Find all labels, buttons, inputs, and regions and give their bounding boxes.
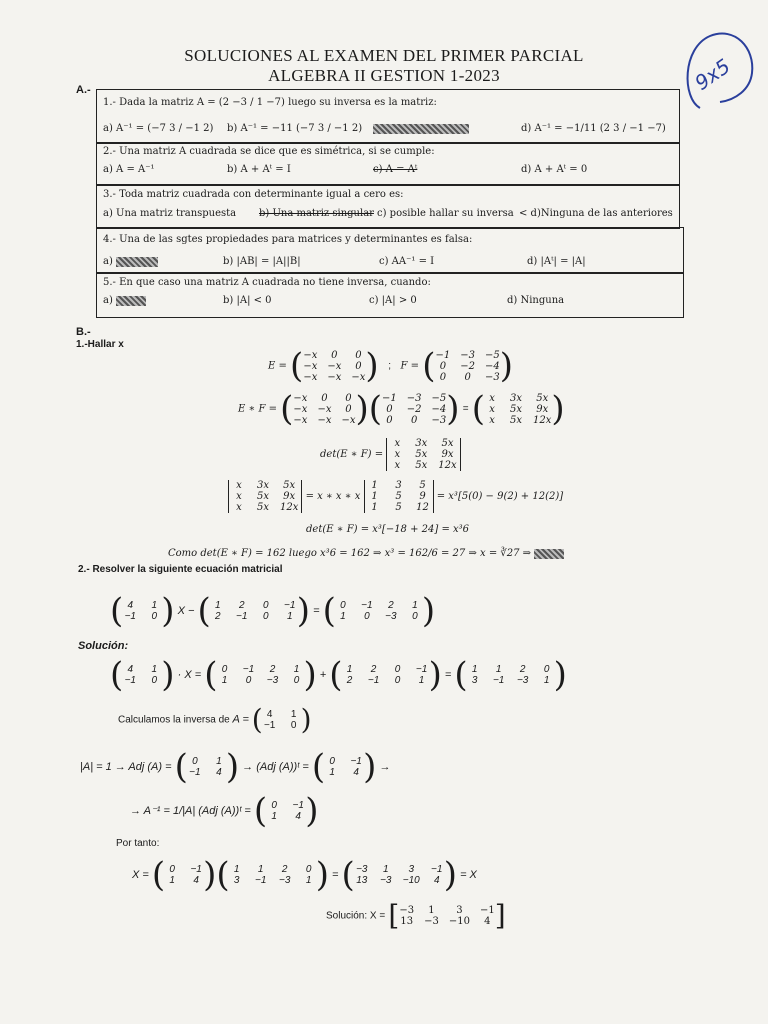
matrix-cell: −1 — [350, 756, 362, 767]
matrix-cell: 0 — [412, 611, 418, 622]
matrix-a-inverse-target — [263, 709, 301, 731]
matrix-f-copy — [382, 393, 446, 426]
matrix-cell: 3x — [256, 480, 269, 491]
inverse-text: Calculamos la inversa de — [118, 714, 230, 726]
por-tanto: Por tanto: — [116, 838, 160, 849]
matrix-cell: −1 — [435, 349, 451, 361]
final-answer-crossed — [534, 549, 564, 559]
matrix-cell: 0 — [290, 720, 297, 731]
matrix-cell: −1 — [254, 875, 267, 886]
matrix-m1-copy — [343, 664, 429, 686]
matrix-a — [123, 600, 161, 622]
grade-stamp — [680, 28, 758, 112]
q1-option-d: d) A⁻¹ = −1/11 (2 3 / −1 −7) — [521, 123, 666, 134]
a-equals: A = — [232, 713, 249, 726]
equals-2: = — [444, 668, 452, 681]
q4-option-c: c) AA⁻¹ = I — [379, 256, 435, 267]
matrix-cell: −5 — [431, 392, 447, 404]
matrix-cell: −10 — [448, 916, 470, 927]
matrix-cell: 12x — [533, 414, 552, 426]
matrix-cell: 4 — [266, 709, 273, 720]
matrix-ef — [485, 393, 551, 426]
matrix-cell: 9x — [536, 403, 549, 415]
matrix-cell: −x — [327, 360, 342, 372]
matrix-cell: 0 — [345, 403, 352, 415]
q4-option-a — [103, 256, 158, 267]
problem-1-title: 1.-Hallar x — [76, 339, 124, 350]
matrix-cell: 1 — [293, 664, 300, 675]
matrix-cell: 1 — [383, 864, 389, 875]
matrix-cell: 0 — [386, 414, 393, 426]
matrix-cell: 5x — [441, 438, 454, 449]
exam-title-line1: SOLUCIONES AL EXAMEN DEL PRIMER PARCIAL — [184, 46, 584, 65]
matrix-f — [436, 350, 500, 383]
matrix-cell: −2 — [406, 403, 422, 415]
matrix-cell: −3 — [266, 675, 279, 686]
exam-title-line2: ALGEBRA II GESTION 1-2023 — [268, 66, 500, 85]
matrix-cell: 1 — [412, 600, 418, 611]
matrix-cell: −1 — [263, 720, 276, 731]
matrix-final — [399, 905, 494, 927]
matrix-cell: 0 — [410, 414, 418, 426]
arrow-1: → — [242, 760, 254, 773]
matrix-cell: −x — [293, 392, 308, 404]
matrix-cell: x — [489, 414, 495, 426]
matrix-cell: −x — [317, 414, 332, 426]
q1-option-b: b) A⁻¹ = −11 (−7 3 / −1 2) — [227, 123, 363, 134]
matrix-e — [303, 350, 365, 383]
factor-xxx: = x ∗ x ∗ x — [305, 491, 361, 502]
matrix-cell: 1 — [151, 600, 158, 611]
matrix-cell: 9 — [419, 491, 426, 502]
matrix-cell: −x — [293, 414, 308, 426]
matrix-cell: x — [236, 502, 242, 513]
matrix-cell: 0 — [386, 403, 393, 415]
conclusion-line — [168, 548, 564, 559]
matrix-cell: 0 — [543, 664, 550, 675]
det-matrix-ones — [368, 480, 430, 513]
matrix-cell: −1 — [492, 675, 505, 686]
question-2-box — [96, 142, 680, 186]
inverse-formula: → A⁻¹ = 1/|A| (Adj (A))ᵗ = — [130, 804, 251, 817]
e-times-f-product: E ∗ F = ( −x 0 0 −x −x 0 −x −x −x )( −1 −3 −5 0 −2 −4 0 0 −3 ) = ( x 3x 5x x 5x 9x x 5x 12x ) — [238, 389, 565, 429]
q3-option-b: b) Una matriz singular — [259, 208, 374, 219]
matrix-cell: −3 — [385, 611, 397, 622]
matrix-cell: −x — [317, 403, 332, 415]
matrix-cell: −3 — [431, 414, 447, 426]
x-equals: X = — [132, 868, 149, 881]
matrix-cell: 1 — [233, 864, 240, 875]
matrix-cell: −3 — [424, 916, 439, 927]
q4-option-a-crossed — [116, 257, 158, 267]
matrix-cell: x — [236, 480, 242, 491]
matrix-cell: x — [394, 460, 401, 471]
matrix-cell: 1 — [221, 675, 228, 686]
grade-text: 9x5 — [690, 53, 735, 95]
det-factorization — [228, 480, 563, 513]
matrix-cell: 0 — [439, 360, 447, 372]
matrix-e-copy — [293, 393, 355, 426]
matrix-cell: 0 — [464, 371, 471, 383]
question-4-text: 4.- Una de las sgtes propiedades para matrices y determinantes es falsa: — [103, 234, 473, 245]
e-label: E = — [268, 360, 287, 372]
matrix-cell: 0 — [221, 664, 228, 675]
matrix-cell: 3x — [415, 438, 428, 449]
ef-label: E ∗ F = — [238, 403, 277, 415]
q4-option-a-label: a) — [103, 256, 113, 267]
matrix-cell: 1 — [257, 864, 264, 875]
matrix-cell: 13 — [400, 916, 414, 927]
matrix-cell: 1 — [371, 491, 378, 502]
matrix-cell: x — [236, 491, 242, 502]
matrix-m2-copy — [217, 664, 303, 686]
matrix-cell: 0 — [271, 800, 277, 811]
question-5-text: 5.- En que caso una matriz A cuadrada no tiene inversa, cuando: — [103, 277, 431, 288]
matrix-cell: −1 — [284, 600, 296, 611]
arrow-2: → — [379, 760, 391, 773]
question-2-text: 2.- Una matriz A cuadrada se dice que es simétrica, si se cumple: — [103, 146, 435, 157]
matrix-cell: 2 — [519, 664, 526, 675]
matrix-cell: −1 — [124, 611, 136, 622]
final-solution-label: Solución: X = — [326, 910, 386, 922]
matrix-cell: 5x — [415, 460, 428, 471]
matrix-cell: −1 — [367, 675, 380, 686]
matrix-cell: −3 — [399, 905, 415, 916]
matrix-cell: 0 — [355, 360, 362, 372]
matrix-cell: −1 — [479, 905, 495, 916]
matrix-cell: −4 — [485, 360, 500, 372]
q2-option-b: b) A + Aᵗ = I — [227, 164, 291, 175]
matrix-cell: 2 — [214, 611, 221, 622]
matrix-cell: 2 — [388, 600, 394, 611]
matrix-cell: 1 — [471, 664, 478, 675]
matrix-cell: −10 — [402, 875, 420, 886]
question-4-box — [96, 227, 684, 274]
question-5-box — [96, 272, 684, 318]
matrix-cell: 0 — [364, 611, 370, 622]
separator: ; — [388, 360, 391, 372]
matrix-cell: 1 — [371, 502, 378, 513]
matrix-equation: ( 4 1 −1 0 ) X − ( 1 2 0 −1 2 −1 0 1 ) = ( 0 −1 2 1 1 0 −3 0 ) — [110, 591, 436, 631]
matrix-cell: 12 — [416, 502, 429, 513]
matrix-cell: 12x — [280, 502, 299, 513]
matrix-cell: 12x — [438, 460, 457, 471]
matrix-cell: 4 — [127, 664, 134, 675]
matrix-cell: 0 — [293, 675, 300, 686]
e-f-definition: E = ( −x 0 0 −x −x 0 −x −x −x ) ; F = ( −1 −3 −5 0 −2 −4 0 0 −3 ) — [268, 346, 514, 386]
matrix-cell: −3 — [356, 864, 368, 875]
question-3-text: 3.- Toda matriz cuadrada con determinante igual a cero es: — [103, 189, 404, 200]
matrix-cell: 1 — [329, 767, 335, 778]
matrix-cell: 5x — [283, 480, 296, 491]
matrix-cell: −5 — [485, 349, 500, 361]
q5-option-d: d) Ninguna — [507, 295, 565, 306]
adjugate-line: |A| = 1 → Adj (A) = ( 0 1 −1 4 ) → (Adj (A))ᵗ = ( 0 −1 1 4 ) → — [80, 747, 391, 787]
matrix-cell: 1 — [340, 611, 346, 622]
matrix-cell: −1 — [415, 664, 428, 675]
matrix-cell: 0 — [394, 664, 401, 675]
section-a-label: A.- — [76, 84, 91, 96]
plus-sign: + — [319, 668, 327, 681]
matrix-cell: 0 — [345, 392, 352, 404]
final-solution: Solución: X = [ −3 1 3 −1 13 −3 −10 4 ] — [326, 899, 506, 932]
matrix-cell: −1 — [382, 392, 397, 404]
matrix-cell: −x — [303, 360, 318, 372]
matrix-cell: x — [394, 438, 401, 449]
rearranged-equation: ( 4 1 −1 0 ) · X = ( 0 −1 2 1 1 0 −3 0 ) + ( 1 2 0 −1 2 −1 0 1 ) = ( 1 1 2 0 3 −1 −3 1 ) — [110, 655, 567, 695]
matrix-cell: 1 — [216, 756, 222, 767]
conclusion-text: Como det(E ∗ F) = 162 luego x³6 = 162 ⇒ x³ = 162/6 = 27 ⇒ x = ∛27 ⇒ — [168, 548, 532, 559]
matrix-cell: 0 — [262, 600, 269, 611]
dot-x-equals: · X = — [177, 668, 202, 681]
matrix-cell: 0 — [329, 756, 335, 767]
matrix-a-inverse-copy — [165, 864, 203, 886]
q3-option-a: a) Una matriz transpuesta — [103, 208, 237, 219]
q3-option-d: < d)Ninguna de las anteriores — [519, 208, 673, 219]
det-ef-line — [320, 438, 461, 471]
matrix-cell: 0 — [245, 675, 252, 686]
q3-option-c: c) posible hallar su inversa — [377, 208, 514, 219]
matrix-cell: −1 — [124, 675, 136, 686]
matrix-cell: 5x — [536, 392, 549, 404]
matrix-cell: 1 — [151, 664, 158, 675]
matrix-cell: 2 — [238, 600, 245, 611]
matrix-cell: 4 — [216, 767, 222, 778]
matrix-cell: 3x — [510, 392, 523, 404]
matrix-cell: 1 — [418, 675, 425, 686]
matrix-cell: 5 — [395, 502, 402, 513]
question-1-text: 1.- Dada la matriz A = (2 −3 / 1 −7) luego su inversa es la matriz: — [103, 97, 437, 108]
matrix-cell: 13 — [356, 875, 368, 886]
matrix-adj-transpose — [325, 756, 363, 778]
matrix-cell: −2 — [460, 360, 475, 372]
matrix-cell: −1 — [242, 664, 255, 675]
matrix-x-result — [355, 864, 444, 886]
det-result: det(E ∗ F) = x³[−18 + 24] = x³6 — [306, 524, 470, 535]
matrix-cell: 1 — [543, 675, 550, 686]
matrix-cell: 9x — [283, 491, 296, 502]
equals-x: = X — [460, 868, 477, 881]
det-matrix-ef-repeat — [232, 480, 298, 513]
question-1-box — [96, 89, 680, 144]
inverse-intro: Calculamos la inversa de A = ( 4 1 −1 0 ) — [118, 703, 312, 736]
matrix-cell: −1 — [361, 600, 373, 611]
equals-1: = — [313, 604, 320, 617]
inverse-line: → A⁻¹ = 1/|A| (Adj (A))ᵗ = ( 0 −1 1 4 ) — [130, 791, 319, 831]
matrix-cell: 1 — [346, 664, 353, 675]
matrix-cell: −x — [303, 371, 318, 383]
expansion: = x³[5(0) − 9(2) + 12(2)] — [436, 491, 564, 502]
matrix-cell: −1 — [292, 800, 304, 811]
q5-option-a-label: a) — [103, 295, 113, 306]
matrix-cell: 3 — [408, 864, 415, 875]
q4-option-d: d) |Aᵗ| = |A| — [527, 256, 586, 267]
matrix-cell: 1 — [271, 811, 277, 822]
matrix-cell: 0 — [305, 864, 312, 875]
matrix-cell: 3 — [471, 675, 478, 686]
matrix-a-inverse — [267, 800, 305, 822]
problem-2-title: 2.- Resolver la siguiente ecuación matricial — [78, 564, 283, 575]
q2-option-a: a) A = A⁻¹ — [103, 164, 155, 175]
matrix-cell: 2 — [269, 664, 276, 675]
matrix-cell: 1 — [371, 480, 378, 491]
x-minus: X − — [177, 604, 195, 617]
det-label: det(E ∗ F) = — [320, 449, 384, 460]
matrix-cell: 0 — [394, 675, 401, 686]
matrix-cell: 0 — [151, 611, 158, 622]
matrix-sum-copy — [230, 864, 316, 886]
matrix-cell: 5x — [510, 403, 523, 415]
adj-transpose-label: (Adj (A))ᵗ = — [256, 760, 309, 773]
matrix-cell: −x — [303, 349, 318, 361]
matrix-cell: 9x — [441, 449, 454, 460]
q1-option-a: a) A⁻¹ = (−7 3 / −1 2) — [103, 123, 214, 134]
matrix-cell: 4 — [127, 600, 134, 611]
matrix-cell: −3 — [278, 875, 291, 886]
matrix-cell: 5 — [419, 480, 426, 491]
matrix-cell: −3 — [406, 392, 422, 404]
matrix-cell: 2 — [281, 864, 288, 875]
matrix-cell: 3 — [395, 480, 402, 491]
matrix-sum — [468, 664, 554, 686]
matrix-cell: 5x — [256, 491, 269, 502]
matrix-m1 — [211, 600, 297, 622]
matrix-cell: 0 — [262, 611, 269, 622]
matrix-cell: −3 — [485, 371, 500, 383]
matrix-cell: 0 — [331, 349, 338, 361]
matrix-cell: 1 — [169, 875, 175, 886]
matrix-cell: 2 — [346, 675, 353, 686]
matrix-cell: −4 — [431, 403, 447, 415]
matrix-cell: −1 — [190, 864, 202, 875]
q1-option-c-crossed — [373, 124, 469, 134]
matrix-cell: −x — [341, 414, 356, 426]
matrix-m2 — [336, 600, 422, 622]
matrix-cell: −1 — [189, 767, 201, 778]
matrix-cell: 1 — [305, 875, 312, 886]
det-matrix-ef — [390, 438, 456, 471]
matrix-cell: 4 — [484, 916, 491, 927]
matrix-cell: −1 — [236, 611, 248, 622]
matrix-cell: 5x — [256, 502, 269, 513]
matrix-cell: −3 — [460, 349, 475, 361]
matrix-cell: −x — [293, 403, 308, 415]
matrix-cell: 1 — [290, 709, 297, 720]
matrix-cell: 0 — [192, 756, 198, 767]
matrix-cell: −3 — [380, 875, 392, 886]
matrix-cell: 2 — [370, 664, 377, 675]
matrix-cell: x — [394, 449, 401, 460]
x-computation: X = ( 0 −1 1 4 )( 1 1 2 0 3 −1 −3 1 ) = ( −3 1 3 −1 13 −3 −10 4 ) = X — [132, 855, 477, 895]
matrix-cell: −1 — [431, 864, 443, 875]
matrix-cell: 5 — [395, 491, 402, 502]
q5-option-c: c) |A| > 0 — [369, 295, 417, 306]
matrix-a-copy — [123, 664, 161, 686]
matrix-cell: 4 — [193, 875, 199, 886]
q4-option-b: b) |AB| = |A||B| — [223, 256, 301, 267]
q5-option-a — [103, 295, 146, 306]
matrix-cell: 3 — [233, 875, 240, 886]
q5-option-a-crossed — [116, 296, 146, 306]
q2-option-c: c) A = Aᵗ — [373, 164, 418, 175]
matrix-cell: x — [489, 392, 495, 404]
matrix-cell: 4 — [433, 875, 440, 886]
matrix-cell: −x — [351, 371, 366, 383]
equals-3: = — [332, 868, 339, 881]
matrix-adj — [188, 756, 226, 778]
matrix-cell: 0 — [355, 349, 362, 361]
matrix-cell: x — [489, 403, 495, 415]
matrix-cell: −x — [327, 371, 342, 383]
matrix-cell: 0 — [340, 600, 346, 611]
matrix-cell: 5x — [415, 449, 428, 460]
matrix-cell: 0 — [321, 392, 328, 404]
det-a-text: |A| = 1 → Adj (A) = — [80, 760, 172, 773]
matrix-cell: 1 — [214, 600, 221, 611]
matrix-cell: 1 — [495, 664, 502, 675]
section-b-label: B.- — [76, 326, 91, 338]
matrix-cell: 1 — [286, 611, 293, 622]
solution-label: Solución: — [78, 640, 129, 652]
q2-option-d: d) A + Aᵗ = 0 — [521, 164, 588, 175]
f-label: F = — [400, 360, 420, 372]
matrix-cell: 5x — [510, 414, 523, 426]
matrix-cell: 0 — [151, 675, 158, 686]
matrix-cell: 3 — [456, 905, 463, 916]
matrix-cell: −3 — [516, 675, 529, 686]
q5-option-b: b) |A| < 0 — [223, 295, 272, 306]
matrix-cell: 4 — [295, 811, 301, 822]
matrix-cell: 4 — [353, 767, 359, 778]
matrix-cell: 0 — [169, 864, 175, 875]
question-3-box — [96, 184, 680, 229]
matrix-cell: 1 — [428, 905, 435, 916]
matrix-cell: 0 — [439, 371, 447, 383]
